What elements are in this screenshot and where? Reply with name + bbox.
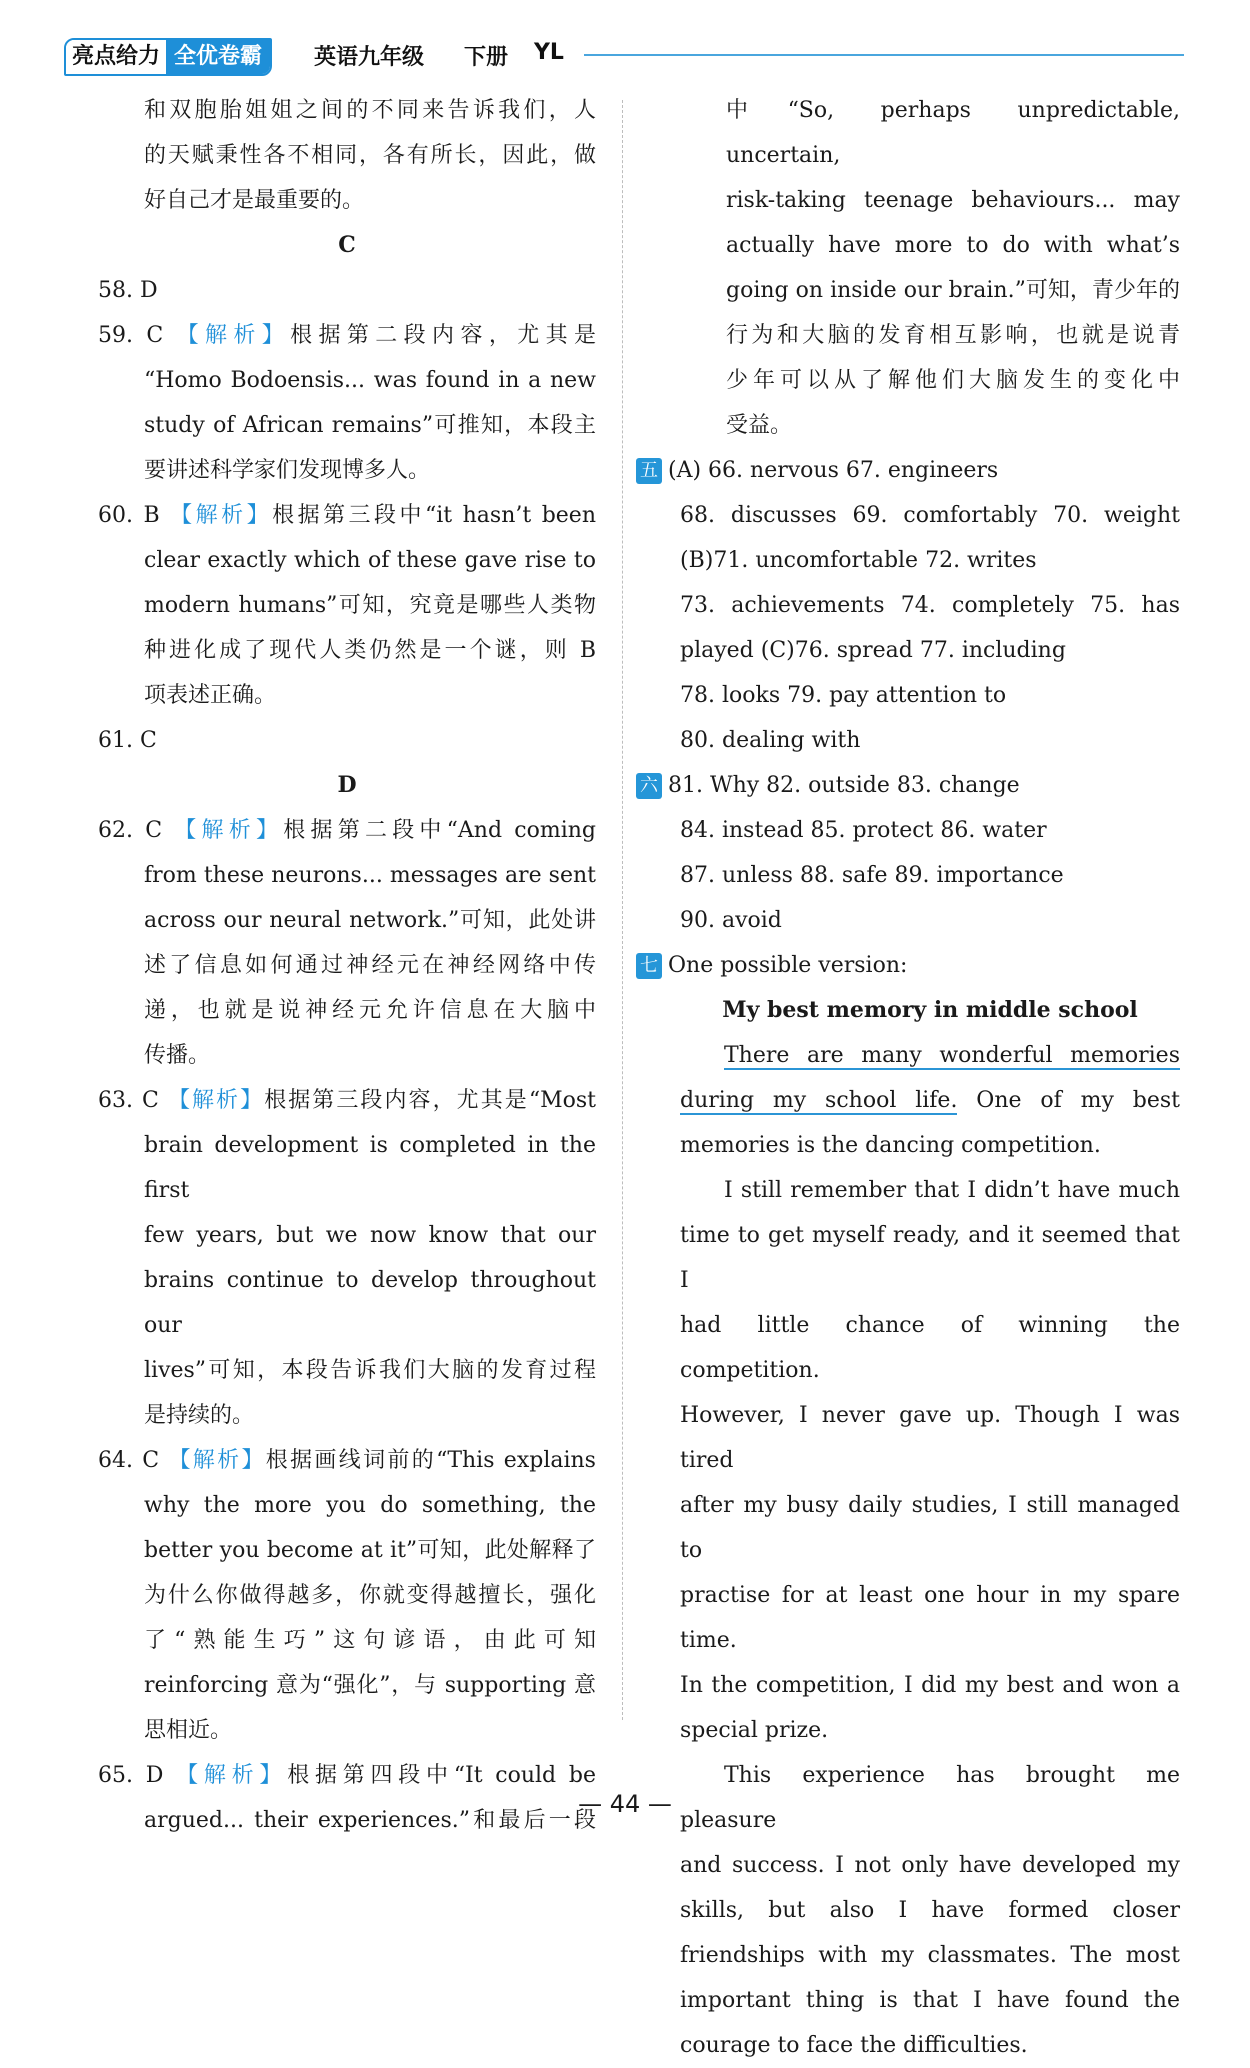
answer-58: 58. D — [98, 278, 158, 303]
answer-text: 根据第二段内容，尤其是 — [290, 323, 596, 348]
right-column — [640, 88, 1180, 2068]
column-divider — [622, 100, 623, 1720]
analysis-tag: 【解析】 — [167, 1088, 265, 1113]
analysis-tag: 【解析】 — [176, 323, 291, 348]
text-line: 78. looks 79. pay attention to — [680, 683, 1007, 708]
brand-left: 亮点给力 — [66, 40, 166, 74]
essay-line: practise for at least one hour in my spare time. — [680, 1583, 1180, 1653]
section-heading-c: C — [338, 232, 356, 258]
text-line: 84. instead 85. protect 86. water — [680, 818, 1047, 843]
text-line: 和双胞胎姐姐之间的不同来告诉我们，人 — [144, 98, 596, 123]
text-line: 73. achievements 74. completely 75. has — [680, 593, 1180, 618]
section-five-line — [640, 448, 1180, 493]
text-line: across our neural network.”可知，此处讲 — [144, 908, 596, 933]
text-line: 68. discusses 69. comfortably 70. weight — [680, 503, 1180, 528]
essay-line — [680, 1033, 1180, 1078]
answer-text: 根据第三段中“it hasn’t been — [272, 503, 596, 528]
essay-line: important thing is that I have found the — [680, 1988, 1180, 2013]
section-six-line — [640, 763, 1180, 808]
text-line: (B)71. uncomfortable 72. writes — [680, 548, 1037, 573]
subject-label: 英语九年级 — [314, 45, 425, 70]
answer-text: 根据第二段中“And coming — [283, 818, 596, 843]
answer-num: 65. D — [98, 1763, 164, 1788]
analysis-tag: 【解析】 — [174, 818, 284, 843]
answer-60 — [98, 493, 596, 538]
page-header — [64, 38, 1184, 74]
text-line: brain development is completed in the first — [144, 1133, 596, 1203]
answer-text: 根据第四段中“It could be — [287, 1763, 596, 1788]
text-line: brains continue to develop throughout our — [144, 1268, 596, 1338]
answer-61: 61. C — [98, 728, 157, 753]
section-five-badge: 五 — [636, 458, 662, 484]
essay-line: However, I never gave up. Though I was tired — [680, 1403, 1180, 1473]
answer-num: 63. C — [98, 1088, 159, 1113]
essay-text: One of my best — [957, 1088, 1180, 1113]
essay-line: had little chance of winning the competition. — [680, 1313, 1180, 1383]
text-line: modern humans”可知，究竟是哪些人类物 — [144, 593, 596, 618]
text-line: 好自己才是最重要的。 — [144, 188, 365, 213]
left-column — [98, 88, 596, 1843]
answer-63 — [98, 1078, 596, 1123]
text-line: better you become at it”可知，此处解释了 — [144, 1538, 596, 1563]
header-rule — [584, 54, 1184, 56]
brand-right: 全优卷霸 — [166, 40, 270, 74]
text-line: 传播。 — [144, 1043, 211, 1068]
essay-line: friendships with my classmates. The most — [680, 1943, 1180, 1968]
essay-line — [680, 1078, 1180, 1123]
analysis-tag: 【解析】 — [176, 1763, 288, 1788]
text-line: 的天赋秉性各不相同，各有所长，因此，做 — [144, 143, 596, 168]
text-line: few years, but we now know that our — [144, 1223, 596, 1248]
text-line: played (C)76. spread 77. including — [680, 638, 1066, 663]
text-line: 少年可以从了解他们大脑发生的变化中 — [726, 368, 1180, 393]
analysis-tag: 【解析】 — [170, 503, 273, 528]
text-line: 要讲述科学家们发现博多人。 — [144, 458, 431, 483]
volume-label: 下册 — [464, 45, 509, 70]
essay-line: In the competition, I did my best and won a — [680, 1673, 1180, 1698]
text-line: risk-taking teenage behaviours... may — [726, 188, 1180, 213]
answer-62 — [98, 808, 596, 853]
text-line: 项表述正确。 — [144, 683, 277, 708]
text-line: 81. Why 82. outside 83. change — [668, 773, 1020, 798]
text-line: 述了信息如何通过神经元在神经网络中传 — [144, 953, 596, 978]
essay-line: skills, but also I have formed closer — [680, 1898, 1180, 1923]
text-line: 中“So, perhaps unpredictable, uncertain, — [726, 98, 1180, 168]
answer-num: 64. C — [98, 1448, 160, 1473]
section-six-badge: 六 — [636, 773, 662, 799]
answer-text: 根据画线词前的“This explains — [265, 1448, 596, 1473]
text-line: from these neurons... messages are sent — [144, 863, 596, 888]
text-line: “Homo Bodoensis... was found in a new — [144, 368, 596, 393]
text-line: 递，也就是说神经元允许信息在大脑中 — [144, 998, 596, 1023]
text-line: (A) 66. nervous 67. engineers — [668, 458, 999, 483]
text-line: going on inside our brain.”可知，青少年的 — [726, 278, 1180, 303]
text-line: 行为和大脑的发育相互影响，也就是说青 — [726, 323, 1180, 348]
text-line: 了“熟能生巧”这句谚语，由此可知 — [144, 1628, 596, 1653]
text-line: 80. dealing with — [680, 728, 861, 753]
essay-line: This experience has brought me pleasure — [680, 1763, 1180, 1833]
brand-logo — [64, 38, 272, 76]
text-line: why the more you do something, the — [144, 1493, 596, 1518]
answer-num: 60. B — [98, 503, 160, 528]
text-line: One possible version: — [668, 953, 908, 978]
section-heading-d: D — [337, 772, 357, 798]
answer-59 — [98, 313, 596, 358]
text-line: 为什么你做得越多，你就变得越擅长，强化 — [144, 1583, 596, 1608]
text-line: 90. avoid — [680, 908, 782, 933]
essay-line: memories is the dancing competition. — [680, 1133, 1101, 1158]
answer-64 — [98, 1438, 596, 1483]
essay-line: special prize. — [680, 1718, 829, 1743]
analysis-tag: 【解析】 — [168, 1448, 266, 1473]
text-line: 种进化成了现代人类仍然是一个谜，则 B — [144, 638, 596, 663]
text-line: clear exactly which of these gave rise to — [144, 548, 596, 573]
answer-num: 59. C — [98, 323, 164, 348]
text-line: 思相近。 — [144, 1718, 233, 1743]
text-line: lives”可知，本段告诉我们大脑的发育过程 — [144, 1358, 596, 1383]
text-line: study of African remains”可推知，本段主 — [144, 413, 596, 438]
edition-label: YL — [534, 40, 564, 65]
section-seven-badge: 七 — [636, 953, 662, 979]
text-line: reinforcing 意为“强化”，与 supporting 意 — [144, 1673, 596, 1698]
essay-line: and success. I not only have developed my — [680, 1853, 1180, 1878]
answer-num: 62. C — [98, 818, 163, 843]
section-seven-line — [640, 943, 1180, 988]
answer-text: 根据第三段内容，尤其是“Most — [264, 1088, 596, 1113]
essay-line: after my busy daily studies, I still managed to — [680, 1493, 1180, 1563]
page-number: — 44 — — [578, 1790, 672, 1818]
essay-title: My best memory in middle school — [722, 997, 1138, 1023]
text-line: actually have more to do with what’s — [726, 233, 1180, 258]
essay-line: courage to face the difficulties. — [680, 2033, 1028, 2058]
underlined-text: There are many wonderful memories — [724, 1043, 1180, 1068]
essay-line: I still remember that I didn’t have much — [724, 1178, 1180, 1203]
underlined-text: during my school life. — [680, 1088, 958, 1113]
text-line: 受益。 — [726, 413, 793, 438]
text-line: 是持续的。 — [144, 1403, 255, 1428]
text-line: 87. unless 88. safe 89. importance — [680, 863, 1064, 888]
essay-line: time to get myself ready, and it seemed that I — [680, 1223, 1180, 1293]
text-line: argued... their experiences.”和最后一段 — [144, 1808, 596, 1833]
